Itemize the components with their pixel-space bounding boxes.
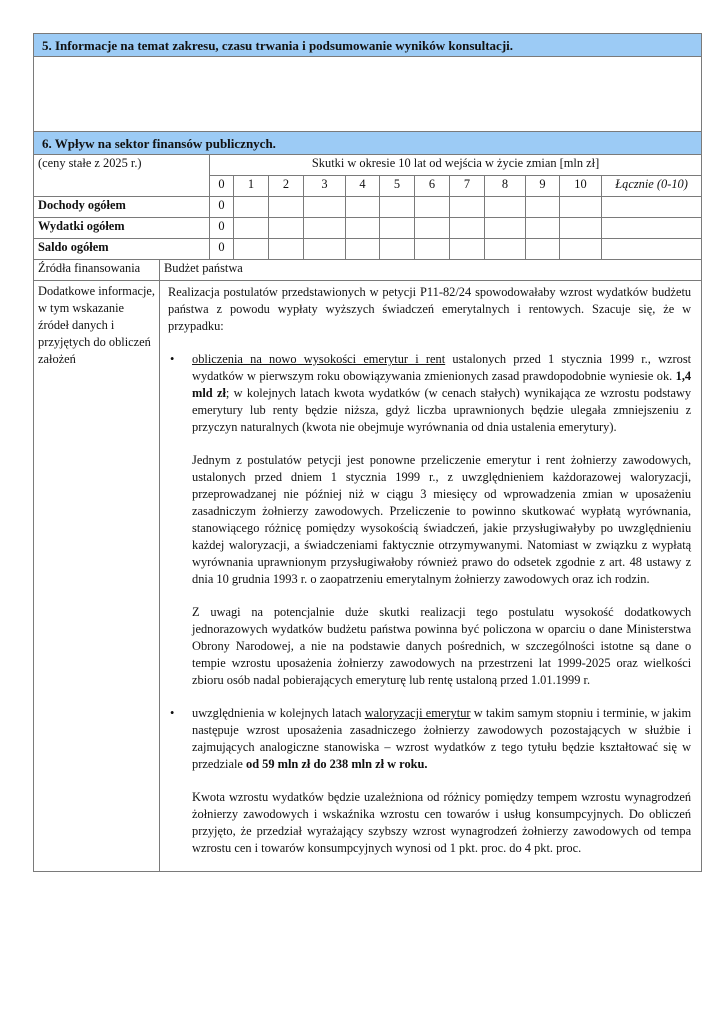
cell	[346, 239, 380, 260]
document-page	[33, 33, 701, 872]
cell	[415, 218, 450, 239]
table-row	[34, 218, 702, 239]
cell-total	[602, 218, 702, 239]
cell	[485, 239, 526, 260]
bold-amount: od 59 mln zł do 238 mln zł w roku.	[246, 757, 428, 771]
price-note: (ceny stałe z 2025 r.)	[34, 155, 210, 197]
bullet-text: ; w kolejnych latach kwota wydatków (w cenach stałych) wynikająca ze wzrostu podstawy emerytury lub renty będzie niższa, gdyż liczba uprawnionych będzie ulegała zmniejszeniu z przyczyn naturalnych (kwota nie obejmuje wyrównania od dnia ustalenia emerytury).	[192, 386, 692, 434]
effects-header: Skutki w okresie 10 lat od wejścia w życie zmian [mln zł]	[210, 155, 702, 176]
total-col-header: Łącznie (0-10)	[602, 176, 702, 197]
cell	[560, 218, 602, 239]
cell	[526, 239, 560, 260]
row-label-balance: Saldo ogółem	[34, 239, 210, 260]
section-5-header: 5. Informacje na temat zakresu, czasu trwania i podsumowanie wyników konsultacji.	[34, 34, 702, 57]
row-label-expenses: Wydatki ogółem	[34, 218, 210, 239]
cell: 0	[210, 218, 234, 239]
additional-info-label: Dodatkowe informacje, w tym wskazanie źródeł danych i przyjętych do obliczeń założeń	[34, 281, 160, 872]
year-col-0: 0	[210, 176, 234, 197]
cell	[485, 197, 526, 218]
table-row	[34, 239, 702, 260]
cell	[450, 239, 485, 260]
cell	[269, 218, 304, 239]
bullet-list-1	[168, 351, 691, 436]
year-col-6: 6	[415, 176, 450, 197]
bullet-text: ustalonych przed 1 stycznia 1999 r., wzrost wydatków w pierwszym roku obowiązywania zmienionych zasad prawdopodobnie wyniesie ok.	[192, 352, 692, 383]
cell	[415, 239, 450, 260]
year-col-10: 10	[560, 176, 602, 197]
cell	[485, 218, 526, 239]
cell	[234, 218, 269, 239]
cell	[560, 197, 602, 218]
cell	[269, 197, 304, 218]
year-col-1: 1	[234, 176, 269, 197]
regulatory-form-table	[33, 33, 702, 872]
cell-total	[602, 239, 702, 260]
cell: 0	[210, 197, 234, 218]
cell	[346, 197, 380, 218]
cell	[415, 197, 450, 218]
bullet-text: uwzględnienia w kolejnych latach	[192, 706, 365, 720]
funding-value: Budżet państwa	[160, 260, 702, 281]
underlined-term: waloryzacji emerytur	[364, 706, 471, 720]
bullet-text: w takim samym stopniu i terminie, w jakim następuje wzrost uposażenia zasadniczego żołnierzy zawodowych pozostających w służbie i zajmujących analogiczne stanowiska – wzrost wydatków z tego tytułu będzie kształtować się w przedziale	[192, 706, 692, 771]
intro-paragraph: Realizacja postulatów przedstawionych w petycji P11-82/24 spowodowałaby wzrost wydatków budżetu państwa z powodu wypłaty wyższych świadczeń emerytalnych i rentowych. Szacuje się, że w przypadku:	[168, 285, 692, 333]
funding-label: Źródła finansowania	[34, 260, 160, 281]
row-label-income: Dochody ogółem	[34, 197, 210, 218]
cell	[380, 197, 415, 218]
bullet-list-2	[168, 705, 691, 773]
cell: 0	[210, 239, 234, 260]
cell	[304, 197, 346, 218]
cell	[450, 218, 485, 239]
cell	[346, 218, 380, 239]
section-5-content	[34, 57, 702, 132]
cell	[380, 239, 415, 260]
bullet-item-indexation	[168, 705, 691, 773]
underlined-term: obliczenia na nowo wysokości emerytur i rent	[192, 352, 446, 366]
bold-amount: 1,4 mld zł	[192, 369, 692, 400]
year-col-9: 9	[526, 176, 560, 197]
year-col-3: 3	[304, 176, 346, 197]
cell	[380, 218, 415, 239]
cell	[560, 239, 602, 260]
table-row	[34, 197, 702, 218]
cell	[234, 197, 269, 218]
cell	[450, 197, 485, 218]
cell	[304, 218, 346, 239]
year-col-5: 5	[380, 176, 415, 197]
bullet-icon: •	[170, 352, 175, 366]
section-6-header: 6. Wpływ na sektor finansów publicznych.	[34, 132, 702, 155]
bullet-item-recalculation	[168, 351, 691, 436]
year-col-4: 4	[346, 176, 380, 197]
cell	[304, 239, 346, 260]
cell	[526, 218, 560, 239]
bullet-icon: •	[170, 706, 175, 720]
year-col-2: 2	[269, 176, 304, 197]
year-col-7: 7	[450, 176, 485, 197]
additional-info-content	[160, 281, 702, 872]
year-col-8: 8	[485, 176, 526, 197]
paragraph-recalculation-postulate: Jednym z postulatów petycji jest ponowne przeliczenie emerytur i rent żołnierzy zawodowych, ustalonych przed dniem 1 stycznia 1999 r., z uwzględnieniem każdorazowej waloryzacji, przeprowadzanej nie później niż w ciągu 3 miesięcy od wprowadzenia zmian w uposażeniu zasadniczym żołnierzy zawodowych. Przeliczenie to powinno skutkować wypłatą wyrównania, stanowiącego różnicę pomiędzy wysokością świadczeń, jakie przysługiwałyby po uwzględnieniu każdej waloryzacji, a świadczeniami faktycznie otrzymywanymi. Natomiast w związku z wypłatą wyrównania uprawnionym przysługiwałoby również prawo do odsetek zgodnie z art. 48 ustawy z dnia 10 grudnia 1993 r. o zaopatrzeniu emerytalnym żołnierzy zawodowych oraz ich rodzin.	[192, 453, 692, 586]
cell	[234, 239, 269, 260]
paragraph-calculation-assumptions: Kwota wzrostu wydatków będzie uzależniona od różnicy pomiędzy tempem wzrostu wynagrodzeń żołnierzy zawodowych i wskaźnika wzrostu cen towarów i usług konsumpcyjnych. Do obliczeń przyjęto, że przedział wyrażający szybszy wzrost wynagrodzeń żołnierzy zawodowych od tempa wzrostu cen i towarów konsumpcyjnych wynosi od 1 pkt. proc. do 4 pkt. proc.	[192, 790, 692, 855]
paragraph-mod-data: Z uwagi na potencjalnie duże skutki realizacji tego postulatu wysokość dodatkowych jednorazowych wydatków budżetu państwa powinna być policzona w oparciu o dane Ministerstwa Obrony Narodowej, a nie na podstawie danych pośrednich, w szczególności istotne są dane o tempie wzrostu uposażenia żołnierzy zawodowych na przestrzeni lat 1999-2025 oraz wielkości zbioru osób nadal pobierających emeryturę lub rentę ustaloną przed 1.01.1999 r.	[192, 605, 692, 687]
cell	[526, 197, 560, 218]
cell	[269, 239, 304, 260]
cell-total	[602, 197, 702, 218]
